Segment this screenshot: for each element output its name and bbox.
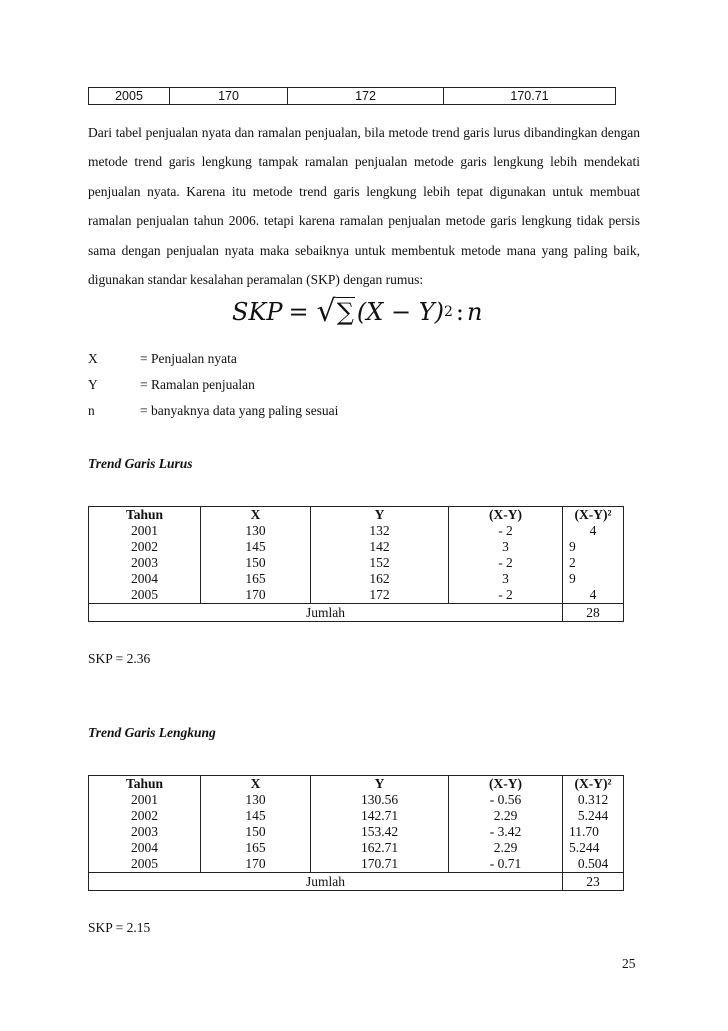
variable-definition: = Penjualan nyata: [140, 351, 237, 366]
table-row: [89, 587, 624, 604]
table-cell: 130: [201, 523, 311, 539]
table-cell: 172: [288, 88, 444, 105]
top-table-fragment: [88, 87, 616, 105]
table-cell: - 3.42: [449, 824, 563, 840]
table-cell: 2.29: [449, 808, 563, 824]
formula-lhs: SKP: [232, 298, 283, 326]
table-header-row: [89, 507, 624, 524]
table-cell: 11.70: [563, 824, 624, 840]
column-header: (X-Y): [449, 776, 563, 793]
table-row: [89, 840, 624, 856]
skp-formula: [232, 292, 482, 332]
table-cell: 165: [201, 840, 311, 856]
table-cell: 9: [563, 571, 624, 587]
table-cell: 170: [201, 856, 311, 873]
table-cell: 2005: [89, 587, 201, 604]
table-cell: 162.71: [311, 840, 449, 856]
table-cell: 172: [311, 587, 449, 604]
total-label: Jumlah: [89, 604, 563, 622]
variable-symbol: X: [88, 351, 98, 366]
table-cell: 142: [311, 539, 449, 555]
table-cell: 0.504: [563, 856, 624, 873]
table-cell: 2002: [89, 808, 201, 824]
table-cell: 4: [563, 587, 624, 604]
table-cell: - 0.71: [449, 856, 563, 873]
column-header: (X-Y): [449, 507, 563, 524]
total-value: 23: [563, 873, 624, 891]
skp-result-lengkung: SKP = 2.15: [88, 920, 151, 935]
table-cell: 2003: [89, 555, 201, 571]
table-cell: 145: [201, 808, 311, 824]
lurus-table: [88, 506, 624, 622]
column-header: Tahun: [89, 507, 201, 524]
table-cell: 170: [170, 88, 288, 105]
variable-definition: = banyaknya data yang paling sesuai: [140, 403, 339, 418]
table-cell: 170: [201, 587, 311, 604]
square-root-icon: √: [316, 294, 336, 329]
table-cell: 2005: [89, 88, 170, 105]
table-total-row: [89, 604, 624, 622]
table-cell: 132: [311, 523, 449, 539]
formula-sum: ∑: [336, 298, 354, 327]
table-cell: 142.71: [311, 808, 449, 824]
column-header: Y: [311, 507, 449, 524]
table-row: [89, 555, 624, 571]
table-cell: 162: [311, 571, 449, 587]
table-cell: 130: [201, 792, 311, 808]
table-total-row: [89, 873, 624, 891]
table-cell: 2004: [89, 840, 201, 856]
column-header: (X-Y)²: [563, 776, 624, 793]
lengkung-table: [88, 775, 624, 891]
table-row: [89, 824, 624, 840]
formula-root: [316, 294, 355, 329]
table-row: [89, 523, 624, 539]
table-cell: - 2: [449, 555, 563, 571]
column-header: Tahun: [89, 776, 201, 793]
formula-exponent: 2: [443, 304, 453, 320]
table-cell: 2: [563, 555, 624, 571]
table-cell: - 2: [449, 523, 563, 539]
variable-symbol: n: [88, 403, 95, 418]
variable-symbol: Y: [88, 377, 98, 392]
table-row: [89, 792, 624, 808]
table-cell: 165: [201, 571, 311, 587]
section-heading-lengkung: Trend Garis Lengkung: [88, 725, 216, 740]
table-cell: - 0.56: [449, 792, 563, 808]
table-cell: 2001: [89, 792, 201, 808]
table-cell: 150: [201, 555, 311, 571]
table-cell: 150: [201, 824, 311, 840]
table-cell: - 2: [449, 587, 563, 604]
table-row: [89, 808, 624, 824]
table-cell: 2001: [89, 523, 201, 539]
column-header: X: [201, 507, 311, 524]
table-cell: 0.312: [563, 792, 624, 808]
table-cell: 153.42: [311, 824, 449, 840]
column-header: (X-Y)²: [563, 507, 624, 524]
total-label: Jumlah: [89, 873, 563, 891]
table-cell: 2004: [89, 571, 201, 587]
table-cell: 3: [449, 539, 563, 555]
table-cell: 152: [311, 555, 449, 571]
table-row: [89, 856, 624, 873]
formula-body: (X − Y): [356, 298, 444, 326]
skp-result-lurus: SKP = 2.36: [88, 651, 151, 666]
column-header: Y: [311, 776, 449, 793]
table-row: [89, 539, 624, 555]
table-cell: 3: [449, 571, 563, 587]
table-cell: 5.244: [563, 808, 624, 824]
table-cell: 4: [563, 523, 624, 539]
variable-definition: = Ramalan penjualan: [140, 377, 255, 392]
formula-equals: =: [288, 298, 309, 326]
section-heading-lurus: Trend Garis Lurus: [88, 456, 193, 471]
table-cell: 170.71: [311, 856, 449, 873]
table-cell: 2005: [89, 856, 201, 873]
table-header-row: [89, 776, 624, 793]
body-paragraph: Dari tabel penjualan nyata dan ramalan penjualan, bila metode trend garis lurus dibandingkan dengan metode trend garis lengkung tampak ramalan penjualan metode garis lengkung lebih mendekati penjualan nyata. Karena itu metode trend garis lengkung lebih tepat digunakan untuk membuat ramalan penjualan tahun 2006. tetapi karena ramalan penjualan metode garis lengkung tidak persis sama dengan penjualan nyata maka sebaiknya untuk membentuk metode mana yang paling baik, digunakan standar kesalahan peramalan (SKP) dengan rumus:: [88, 125, 640, 288]
table-cell: 170.71: [444, 88, 616, 105]
table-row: [89, 571, 624, 587]
table-cell: 2003: [89, 824, 201, 840]
table-cell: 2.29: [449, 840, 563, 856]
formula-divide: :: [455, 298, 464, 326]
table-cell: 130.56: [311, 792, 449, 808]
page-number: 25: [622, 956, 636, 971]
table-cell: 5.244: [563, 840, 624, 856]
table-cell: 2002: [89, 539, 201, 555]
formula-n: n: [466, 298, 483, 326]
total-value: 28: [563, 604, 624, 622]
column-header: X: [201, 776, 311, 793]
table-row: [89, 88, 616, 105]
table-cell: 145: [201, 539, 311, 555]
table-cell: 9: [563, 539, 624, 555]
